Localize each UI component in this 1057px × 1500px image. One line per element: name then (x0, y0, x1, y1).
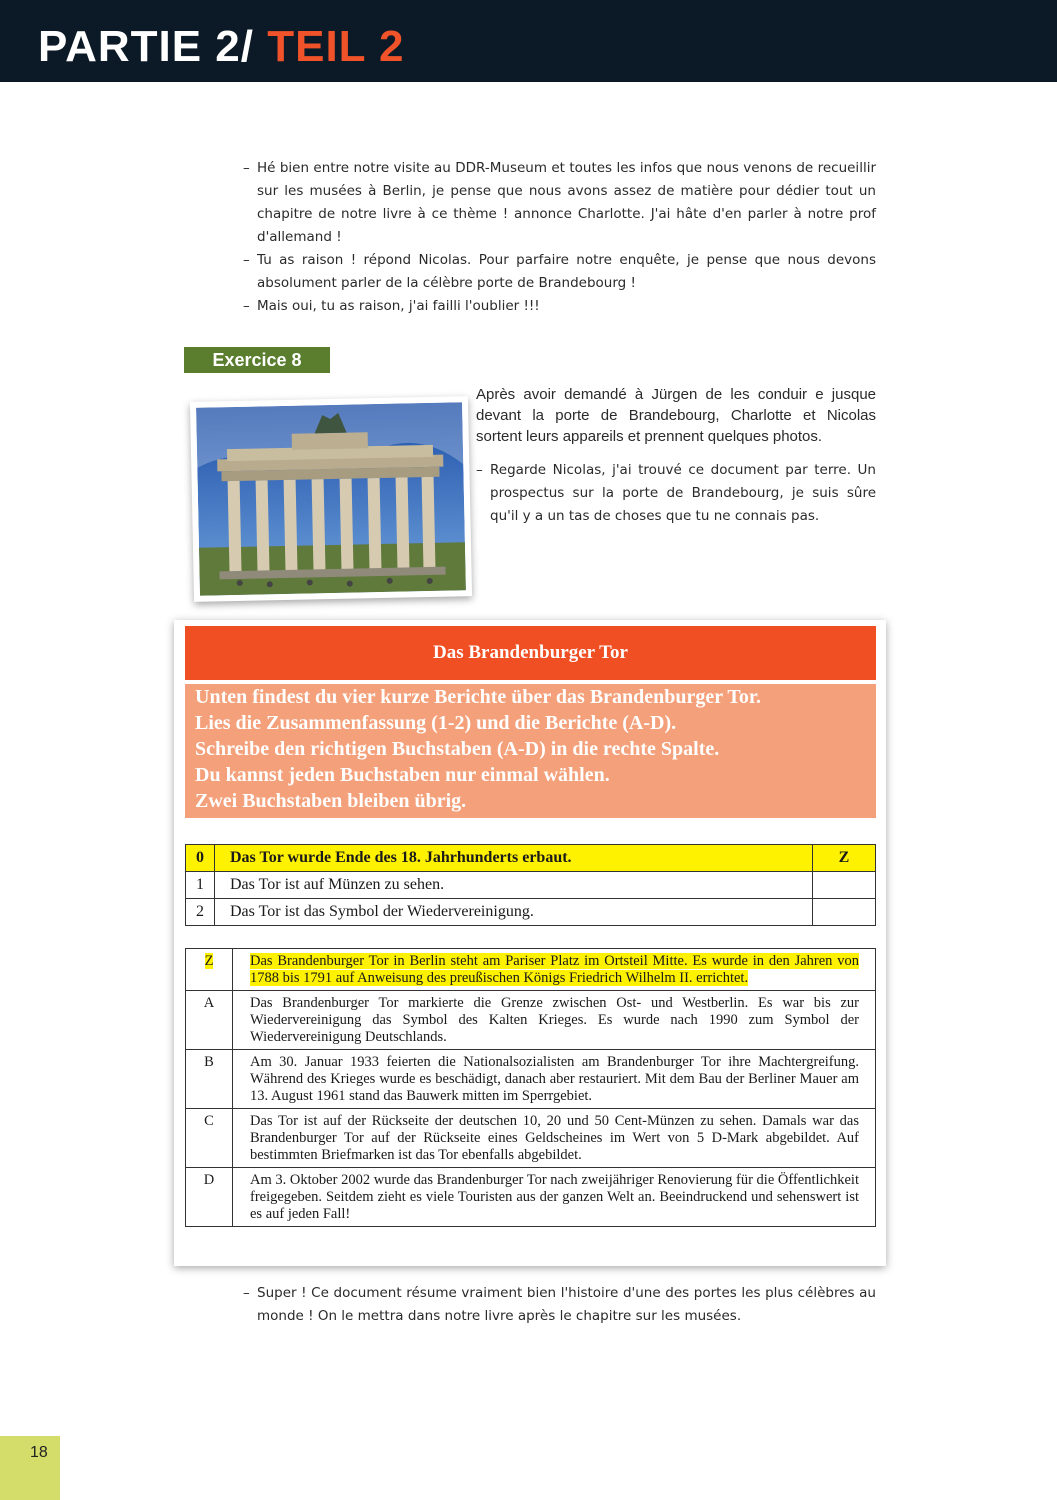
summary-number: 0 (186, 845, 215, 872)
document-instructions (185, 684, 876, 818)
report-row (186, 1168, 876, 1227)
report-row (186, 1109, 876, 1168)
instruction-line: Unten findest du vier kurze Berichte über das Brandenburger Tor. (195, 686, 761, 708)
summary-row (186, 872, 876, 899)
opening-dialogue (243, 157, 876, 318)
closing-dialogue (243, 1282, 876, 1328)
report-row (186, 1050, 876, 1109)
report-letter: D (186, 1168, 233, 1227)
intro-quote: – Regarde Nicolas, j'ai trouvé ce document par terre. Un prospectus sur la porte de Brandebourg, je suis sûre qu'il y a un tas de choses que tu ne connais pas. (476, 462, 876, 524)
dialogue-line: – Tu as raison ! répond Nicolas. Pour parfaire notre enquête, je pense que nous devons absolument parler de la célèbre porte de Brandebourg ! (243, 249, 876, 295)
report-row (186, 991, 876, 1050)
instruction-line: Du kannst jeden Buchstaben nur einmal wählen. (195, 764, 610, 786)
report-text: Das Brandenburger Tor markierte die Grenze zwischen Ost- und Westberlin. Es war bis zur Wiedervereinigung das Symbol des Kalten Krieges. Es wurde nach 1990 zum Symbol der Wiedervereinigung Deutschlands. (233, 991, 876, 1050)
dialogue-line: – Mais oui, tu as raison, j'ai failli l'oublier !!! (243, 295, 876, 318)
report-letter: A (186, 991, 233, 1050)
page-number: 18 (30, 1444, 48, 1461)
report-text: Am 3. Oktober 2002 wurde das Brandenburger Tor nach zweijähriger Renovierung für die Öffentlichkeit freigegeben. Seitdem zieht es viele Touristen aus der ganzen Welt an. Beeindruckend und sehenswert ist es auf jeden Fall! (233, 1168, 876, 1227)
summary-text: Das Tor ist auf Münzen zu sehen. (215, 872, 813, 899)
intro-quote-list (476, 459, 876, 528)
exercise-badge: Exercice 8 (184, 347, 330, 373)
report-letter: B (186, 1050, 233, 1109)
summary-row (186, 899, 876, 926)
intro-text: Après avoir demandé à Jürgen de les conduir e jusque devant la porte de Brandebourg, Charlotte et Nicolas sortent leurs appareils et prennent quelques photos. (476, 386, 876, 445)
page-header (0, 0, 1057, 82)
report-text: Das Tor ist auf der Rückseite der deutschen 10, 20 und 50 Cent-Münzen zu sehen. Damals war das Brandenburger Tor auf der Rückseite eines Geldscheines im Wert von 5 D-Mark abgebildet. Auf bestimmten Briefmarken ist das Tor ebenfalls abgebildet. (233, 1109, 876, 1168)
closing-line: – Super ! Ce document résume vraiment bien l'histoire d'une des portes les plus célèbres au monde ! On le mettra dans notre livre après le chapitre sur les musées. (243, 1282, 876, 1328)
intro-quote-text: Regarde Nicolas, j'ai trouvé ce document par terre. Un prospectus sur la porte de Brandebourg, je suis sûre qu'il y a un tas de choses que tu ne connais pas. (490, 462, 876, 524)
title-main: PARTIE 2/ (38, 22, 268, 71)
reports-table (185, 948, 876, 1227)
instruction-line: Schreibe den richtigen Buchstaben (A-D) in die rechte Spalte. (195, 738, 720, 760)
title-accent: TEIL 2 (267, 22, 405, 71)
report-text: Am 30. Januar 1933 feierten die Nationalsozialisten am Brandenburger Tor ihre Machtergreifung. Während des Krieges wurde es beschädigt, danach aber restauriert. Mit dem Bau der Berliner Mauer am 13. August 1961 stand das Bauwerk mitten im Sperrgebiet. (233, 1050, 876, 1109)
summary-number: 2 (186, 899, 215, 926)
summary-number: 1 (186, 872, 215, 899)
report-letter: Z (204, 953, 214, 969)
summary-text: Das Tor wurde Ende des 18. Jahrhunderts erbaut. (215, 845, 813, 872)
brandenburg-gate-illustration (196, 402, 466, 596)
page-title (38, 22, 404, 72)
report-letter: C (186, 1109, 233, 1168)
instruction-line: Lies die Zusammenfassung (1-2) und die Berichte (A-D). (195, 712, 677, 734)
answer-cell: Z (813, 845, 876, 872)
brochure-document (174, 620, 886, 1266)
report-text: Das Brandenburger Tor in Berlin steht am Pariser Platz im Ortsteil Mitte. Es wurde in den Jahren von 1788 bis 1791 auf Anweisung des preußischen Königs Friedrich Wilhelm II. errichtet. (250, 953, 859, 986)
answer-cell[interactable] (813, 899, 876, 926)
document-title: Das Brandenburger Tor (185, 626, 876, 680)
summary-table (185, 844, 876, 926)
exercise-intro (476, 384, 876, 528)
answer-cell[interactable] (813, 872, 876, 899)
instruction-line: Zwei Buchstaben bleiben übrig. (195, 790, 467, 812)
brandenburg-gate-photo (190, 396, 472, 602)
summary-row (186, 845, 876, 872)
report-row (186, 949, 876, 991)
dialogue-line: – Hé bien entre notre visite au DDR-Museum et toutes les infos que nous venons de recueillir sur les musées à Berlin, je pense que nous avons assez de matière pour dédier tout un chapitre de notre livre à ce thème ! annonce Charlotte. J'ai hâte d'en parler à notre prof d'allemand ! (243, 157, 876, 249)
summary-text: Das Tor ist das Symbol der Wiedervereinigung. (215, 899, 813, 926)
